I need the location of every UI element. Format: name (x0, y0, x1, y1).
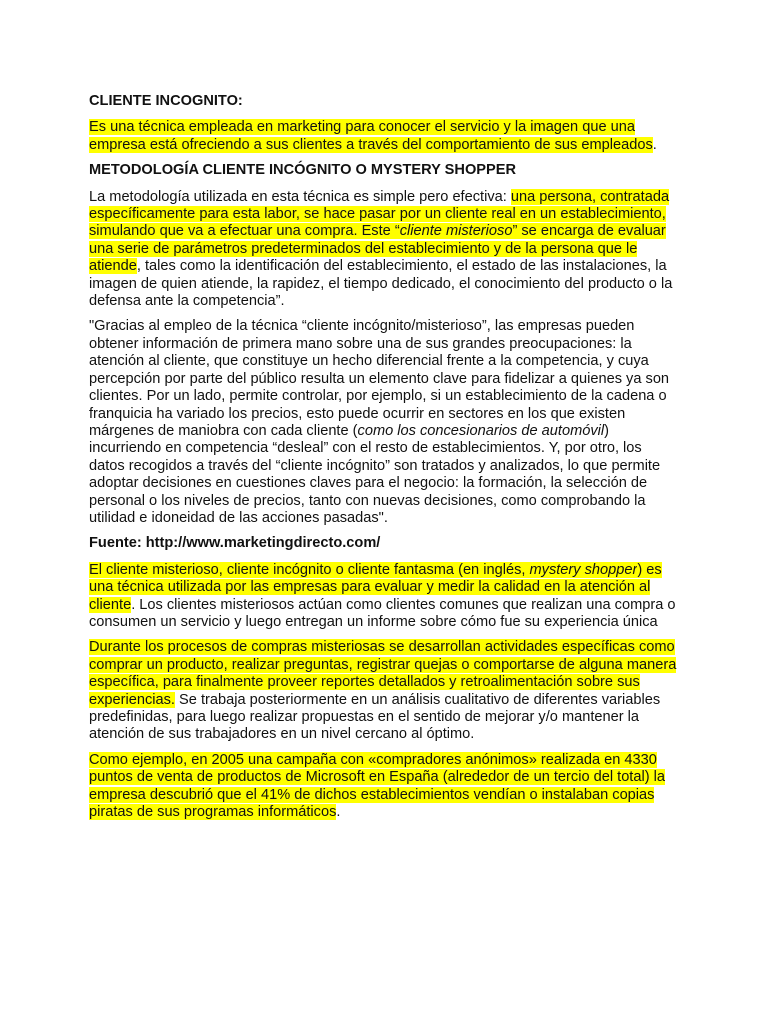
text: , tales como la identificación del establecimiento, el estado de las instalaciones, la imagen de quien atiende, la rapidez, el tiempo dedicado, el conocimiento del producto o la defensa ante la competencia”. (89, 258, 673, 310)
text: "Gracias al empleo de la técnica “cliente incógnito/misterioso”, las empresas pueden obtener información de primera mano sobre una de sus grandes preocupaciones: la atención al cliente, que constituye un hecho diferencial frente a la competencia, y cuya percepción por parte del público resulta un elemento clave para fidelizar a quienes ya son clientes. Por un lado, permite controlar, por ejemplo, si un establecimiento de la cadena o franquicia ha variado los precios, esto puede ocurrir en sectores en los que existen márgenes de maniobra con cada cliente ( (89, 318, 670, 439)
paragraph-quote (89, 318, 681, 527)
highlighted-text: Como ejemplo, en 2005 una campaña con «compradores anónimos» realizada en 4330 puntos de venta de productos de Microsoft en España (alrededor de un tercio del total) la empresa descubrió que el 41% de dichos establecimientos vendían o instalaban copias piratas de sus programas informáticos (89, 751, 665, 821)
text: La metodología utilizada en esta técnica es simple pero efectiva: (89, 188, 511, 205)
highlighted-text: ” se encarga de evaluar una serie de parámetros predeterminados del establecimiento y de la persona que le atiende (89, 223, 666, 275)
highlighted-italic-text: mystery shopper (529, 561, 638, 578)
source-line: Fuente: http://www.marketingdirecto.com/ (89, 535, 381, 552)
highlighted-text: El cliente misterioso, cliente incógnito o cliente fantasma (en inglés, (89, 561, 530, 578)
text: ) incurriendo en competencia “desleal” con el resto de establecimientos. Y, por otro, los datos recogidos a través del “cliente incógnito” son tratados y analizados, lo que permite adoptar decisiones en cuestiones claves para el negocio: la formación, la selección de personal o los niveles de precios, tanto con nuevas decisiones, como comprobando la utilidad e idoneidad de las acciones pasadas". (89, 422, 661, 526)
heading-cliente-incognito: CLIENTE INCOGNITO: (89, 93, 243, 109)
paragraph-ejemplo (89, 752, 681, 822)
highlighted-text: Es una técnica empleada en marketing para conocer el servicio y la imagen que una empresa está ofreciendo a sus clientes a través del comportamiento de sus empleados (89, 119, 653, 153)
highlighted-text: Durante los procesos de compras misteriosas se desarrollan actividades específicas como comprar un producto, realizar preguntas, registrar quejas o comportarse de alguna manera específica, para finalmente proveer reportes detallados y retroalimentación sobre sus experiencias. (89, 639, 677, 708)
paragraph-metodologia (89, 189, 681, 311)
document-page (89, 93, 681, 829)
heading-metodologia: METODOLOGÍA CLIENTE INCÓGNITO O MYSTERY SHOPPER (89, 162, 517, 179)
italic-text: como los concesionarios de automóvil (357, 422, 605, 439)
text: . Los clientes misteriosos actúan como clientes comunes que realizan una compra o consumen un servicio y luego entregan un informe sobre cómo fue su experiencia única (89, 596, 676, 630)
paragraph-procesos (89, 639, 681, 743)
text: Se trabaja posteriormente en un análisis cualitativo de diferentes variables predefinidas, para luego realizar propuestas en el sentido de mejorar y/o mantener la atención de sus trabajadores en un nivel cercano al óptimo. (89, 691, 661, 743)
highlighted-text: una persona, contratada específicamente para esta labor, se hace pasar por un cliente real en un establecimiento, simulando que va a efectuar una compra. Este “ (89, 188, 670, 240)
paragraph-definition (89, 119, 681, 154)
highlighted-italic-text: cliente misterioso (399, 223, 513, 240)
text: . (336, 804, 341, 821)
highlighted-text: ) es una técnica utilizada por las empresas para evaluar y medir la calidad en la atención al cliente (89, 561, 662, 613)
paragraph-cliente-misterioso (89, 562, 681, 632)
text: . (652, 136, 657, 153)
